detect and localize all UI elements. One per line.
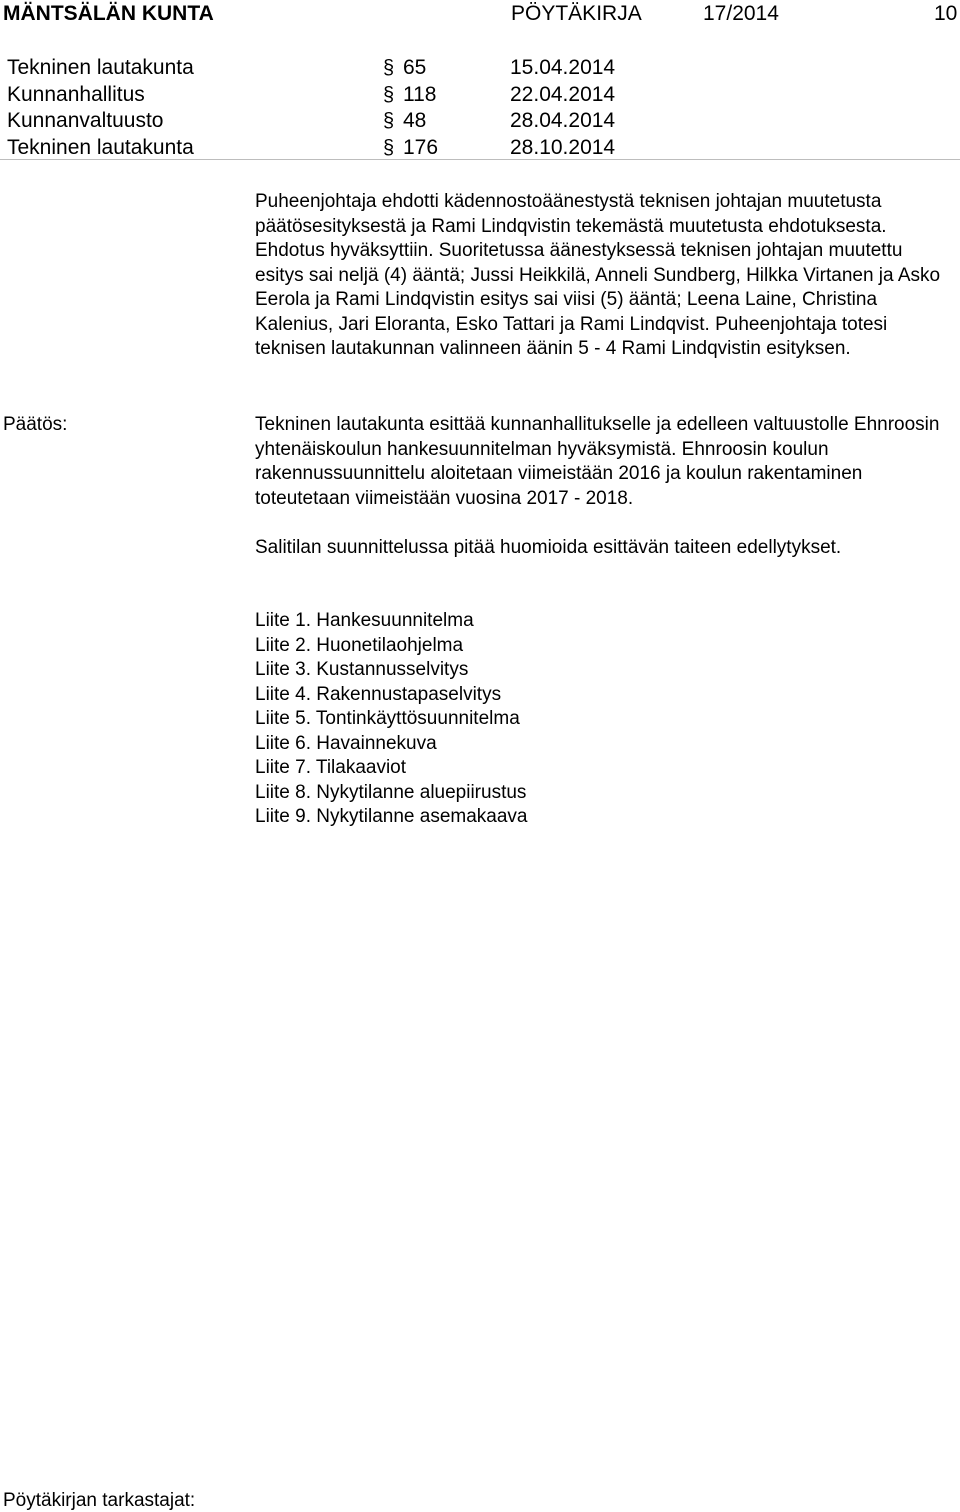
history-body: Tekninen lautakunta [7, 56, 194, 79]
document-type: PÖYTÄKIRJA [511, 2, 642, 25]
attachment-item: Liite 3. Kustannusselvitys [255, 659, 469, 680]
attachment-item: Liite 7. Tilakaaviot [255, 757, 407, 778]
history-row [0, 135, 960, 162]
history-date: 28.10.2014 [510, 135, 616, 159]
page-number: 10 [934, 2, 958, 25]
attachment-item: Liite 8. Nykytilanne aluepiirustus [255, 781, 527, 803]
salitila-paragraph [255, 536, 955, 561]
vote-paragraph [255, 190, 955, 362]
history-number: 65 [403, 56, 427, 79]
history-number: 176 [403, 135, 439, 159]
history-date: 22.04.2014 [510, 82, 616, 106]
history-date: 28.04.2014 [510, 109, 616, 132]
section-sign: § [383, 57, 395, 79]
history-date: 15.04.2014 [510, 56, 616, 79]
meeting-number: 17/2014 [703, 2, 779, 25]
decision-paragraph [255, 413, 955, 511]
history-body: Kunnanhallitus [7, 82, 145, 106]
attachment-item: Liite 2. Huonetilaohjelma [255, 634, 464, 656]
vote-text: Puheenjohtaja ehdotti kädennostoäänestystä teknisen johtajan muutetusta päätösesityksestä ja Rami Lindqvistin tekemästä muutetusta ehdotuksesta. Ehdotus hyväksyttiin. Suoritetussa äänestyksessä teknisen johtajan muutettu esitys sai neljä (4) ääntä; Jussi Heikkilä, Anneli Sundberg, Hilkka Virtanen ja Asko Eerola ja Rami Lindqvistin esitys sai viisi (5) ääntä; Leena Laine, Christina Kalenius, Jari Eloranta, Esko Tattari ja Rami Lindqvist. Puheenjohtaja totesi teknisen lautakunnan valinneen äänin 5 - 4 Rami Lindqvistin esityksen. [255, 191, 941, 359]
history-number: 48 [403, 109, 427, 132]
header-divider [0, 159, 960, 160]
decision-label: Päätös: [3, 414, 68, 435]
history-row [0, 108, 960, 135]
salitila-text: Salitilan suunnittelussa pitää huomioida esittävän taiteen edellytykset. [255, 537, 842, 558]
attachment-item: Liite 5. Tontinkäyttösuunnitelma [255, 708, 520, 729]
inspectors-label: Pöytäkirjan tarkastajat: [3, 1490, 196, 1511]
history-row [0, 82, 960, 109]
attachment-item: Liite 6. Havainnekuva [255, 732, 437, 754]
history-row [0, 55, 960, 82]
history-number: 118 [403, 82, 437, 106]
attachment-list [255, 609, 527, 830]
history-body: Tekninen lautakunta [7, 135, 194, 159]
attachment-item: Liite 9. Nykytilanne asemakaava [255, 806, 528, 827]
section-sign: § [383, 110, 395, 132]
organization-name: MÄNTSÄLÄN KUNTA [3, 2, 214, 25]
decision-text: Tekninen lautakunta esittää kunnanhallitukselle ja edelleen valtuustolle Ehnroosin yhtenäiskoulun hankesuunnitelman hyväksymistä. Ehnroosin koulun rakennussuunnittelu aloitetaan viimeistään 2016 ja koulun rakentaminen toteutetaan viimeistään vuosina 2017 - 2018. [255, 414, 940, 509]
history-body: Kunnanvaltuusto [7, 109, 164, 132]
document-header [0, 2, 960, 28]
attachment-item: Liite 4. Rakennustapaselvitys [255, 683, 502, 705]
section-sign: § [383, 83, 395, 106]
section-sign: § [383, 136, 395, 159]
attachment-item: Liite 1. Hankesuunnitelma [255, 610, 474, 631]
processing-history [0, 55, 960, 161]
